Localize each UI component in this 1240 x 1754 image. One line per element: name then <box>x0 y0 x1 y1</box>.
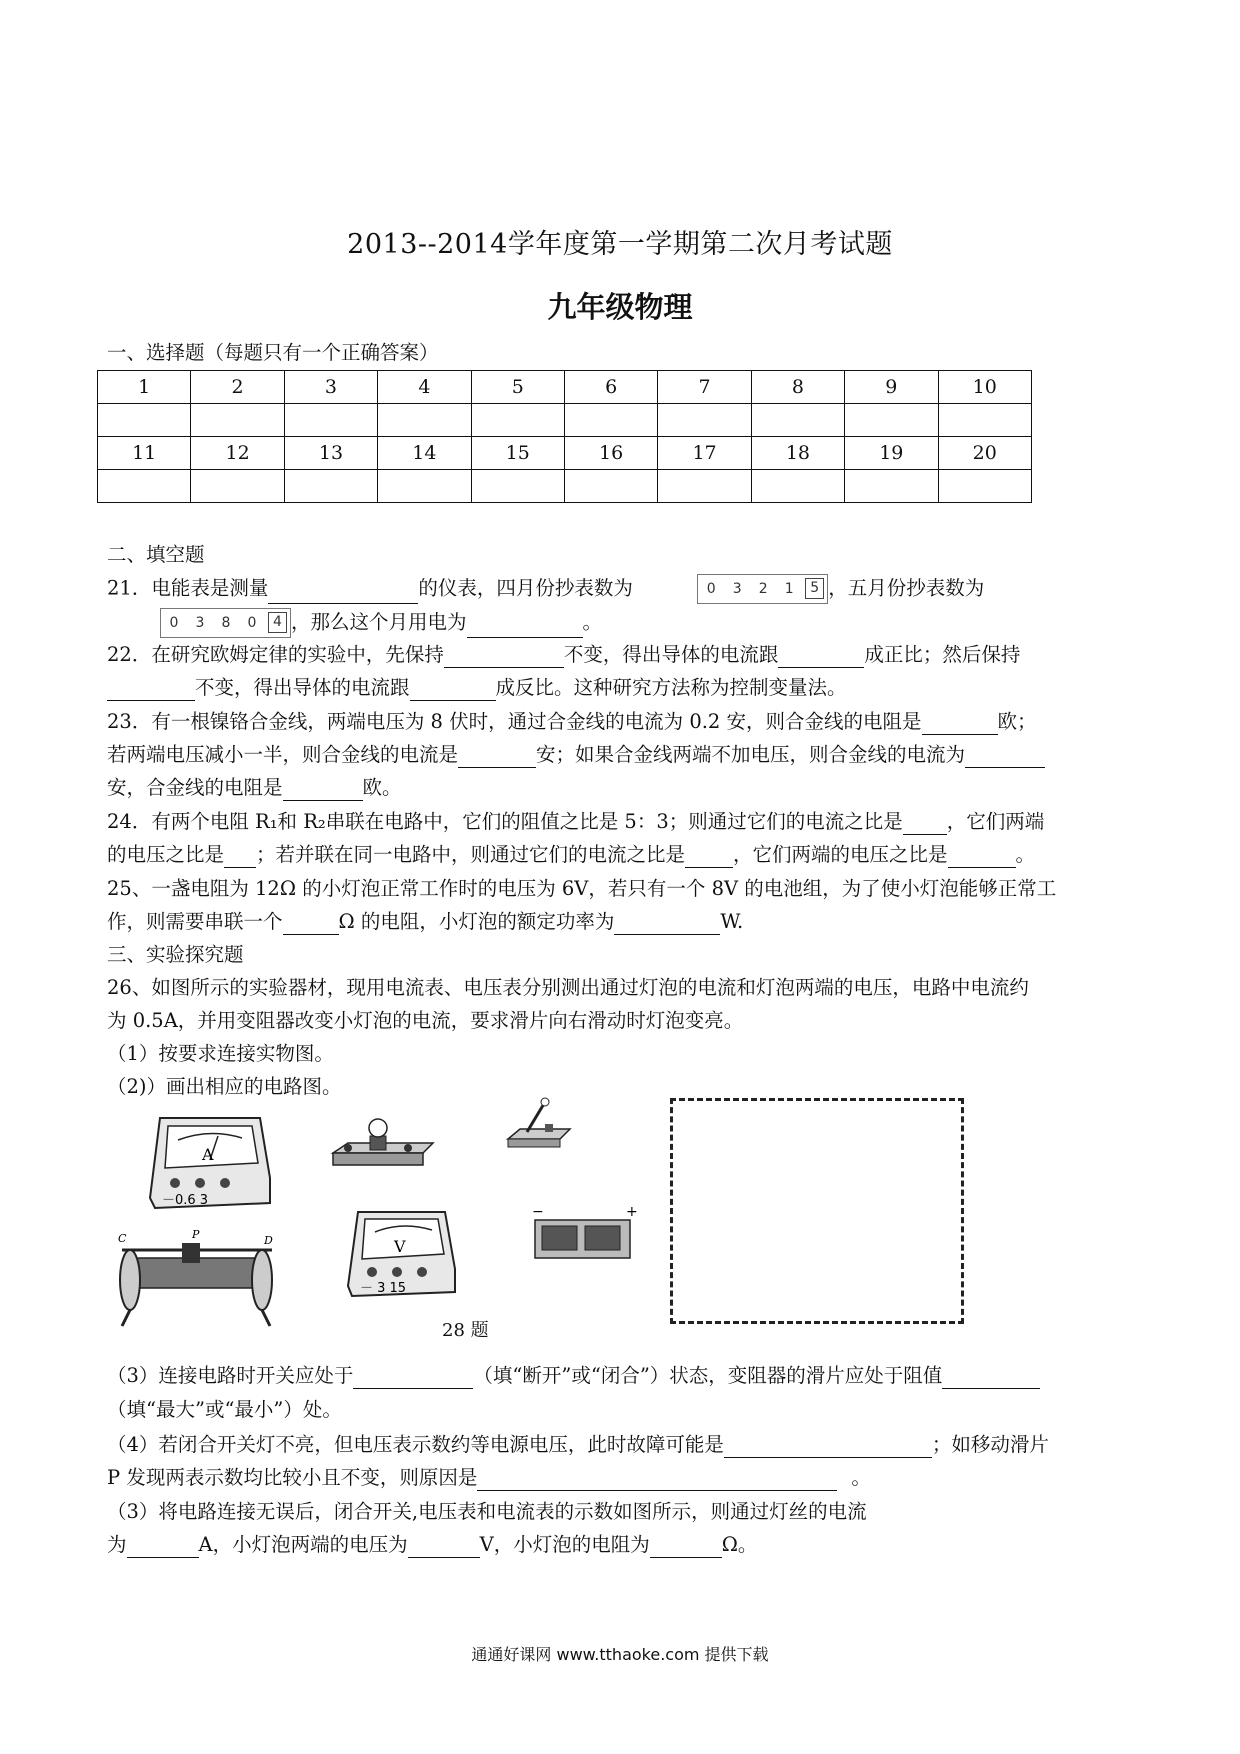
question-number: 2 <box>191 371 284 404</box>
ammeter-letter: A <box>202 1145 214 1164</box>
question-number: 11 <box>98 437 191 470</box>
question-26-line1: 26、如图所示的实验器材，现用电流表、电压表分别测出通过灯泡的电流和灯泡两端的电压，电路中电流约 <box>107 976 1029 999</box>
answer-cell[interactable] <box>378 470 471 503</box>
question-21-line1: 21．电能表是测量 的仪表，四月份抄表数为 0 3 2 1 5 ，五月份抄表数为 <box>107 574 984 604</box>
exam-subtitle: 九年级物理 <box>547 290 693 324</box>
answer-blank[interactable] <box>965 747 1045 768</box>
rheostat-label-d: D <box>264 1234 273 1247</box>
question-25-line1: 25、一盏电阻为 12Ω 的小灯泡正常工作时的电压为 6V，若只有一个 8V 的电池组，为了使小灯泡能够正常工 <box>107 877 1057 900</box>
answer-blank[interactable] <box>614 914 720 935</box>
question-number: 15 <box>471 437 564 470</box>
svg-text:+: + <box>626 1204 638 1220</box>
question-24-line1: 24．有两个电阻 R₁和 R₂串联在电路中，它们的阻值之比是 5：3；则通过它们的电流之比是 ，它们两端 <box>107 810 1045 833</box>
question-26-part5-line2: 为 A，小灯泡两端的电压为 V，小灯泡的电阻为 Ω。 <box>107 1533 758 1556</box>
rheostat-label-p: P <box>192 1228 200 1241</box>
answer-cell[interactable] <box>191 470 284 503</box>
answer-blank[interactable] <box>127 1537 199 1558</box>
question-number: 6 <box>564 371 657 404</box>
answer-table <box>97 370 1032 503</box>
answer-cell[interactable] <box>658 470 751 503</box>
ammeter-figure <box>140 1108 280 1218</box>
question-number: 1 <box>98 371 191 404</box>
answer-cell[interactable] <box>471 470 564 503</box>
answer-blank[interactable] <box>283 780 363 801</box>
answer-blank[interactable] <box>922 714 998 735</box>
question-number: 8 <box>751 371 844 404</box>
question-number: 17 <box>658 437 751 470</box>
answer-blank[interactable] <box>724 1437 932 1458</box>
answer-cell[interactable] <box>845 404 938 437</box>
question-26-part2: （2)）画出相应的电路图。 <box>107 1075 342 1098</box>
question-24-line2: 的电压之比是 ；若并联在同一电路中，则通过它们的电流之比是 ，它们两端的电压之比是 。 <box>107 843 1036 866</box>
question-26-part4-line2: P 发现两表示数均比较小且不变，则原因是 。 <box>107 1466 871 1489</box>
answer-cell[interactable] <box>284 404 377 437</box>
answer-cell[interactable] <box>564 470 657 503</box>
question-26-part1: （1）按要求连接实物图。 <box>107 1042 334 1065</box>
answer-cell[interactable] <box>564 404 657 437</box>
meter-reading-may: 0 3 8 0 4 <box>160 608 291 638</box>
voltmeter-terminals: － 3 15 <box>360 1281 407 1296</box>
question-number: 5 <box>471 371 564 404</box>
question-number: 7 <box>658 371 751 404</box>
answer-table-row <box>98 437 1032 470</box>
question-number: 9 <box>845 371 938 404</box>
question-number: 18 <box>751 437 844 470</box>
answer-blank[interactable] <box>410 680 496 701</box>
answer-blank-row <box>98 404 1032 437</box>
answer-cell[interactable] <box>938 470 1031 503</box>
question-23-line1: 23．有一根镍铬合金线，两端电压为 8 伏时，通过合金线的电流为 0.2 安，则合金线的电阻是 欧； <box>107 710 1037 733</box>
exam-title: 2013--2014学年度第一学期第二次月考试题 <box>347 229 893 260</box>
answer-cell[interactable] <box>845 470 938 503</box>
question-number: 13 <box>284 437 377 470</box>
figure-caption: 28 题 <box>442 1320 489 1341</box>
rheostat-figure <box>112 1228 282 1338</box>
answer-blank[interactable] <box>224 847 256 868</box>
switch-figure <box>505 1094 575 1154</box>
question-23-line3: 安，合金线的电阻是 欧。 <box>107 776 402 799</box>
answer-blank[interactable] <box>268 583 418 604</box>
question-number: 10 <box>938 371 1031 404</box>
answer-cell[interactable] <box>471 404 564 437</box>
question-number: 16 <box>564 437 657 470</box>
lamp-figure <box>328 1118 438 1178</box>
question-26-part4-line1: （4）若闭合开关灯不亮，但电压表示数约等电源电压，此时故障可能是 ；如移动滑片 <box>107 1433 1049 1456</box>
answer-blank-row <box>98 470 1032 503</box>
answer-blank[interactable] <box>778 647 864 668</box>
answer-blank[interactable] <box>353 1368 473 1389</box>
answer-blank[interactable] <box>444 647 564 668</box>
question-21-line2: 0 3 8 0 4 ，那么这个月用电为 。 <box>160 608 602 638</box>
answer-blank[interactable] <box>458 747 536 768</box>
svg-text:−: − <box>532 1204 544 1220</box>
section3-heading: 三、实验探究题 <box>107 943 244 966</box>
question-number: 12 <box>191 437 284 470</box>
question-26-part3-line1: （3）连接电路时开关应处于 （填“断开”或“闭合”）状态，变阻器的滑片应处于阻值 <box>107 1363 1040 1389</box>
answer-cell[interactable] <box>378 404 471 437</box>
question-number: 3 <box>284 371 377 404</box>
answer-blank[interactable] <box>283 914 339 935</box>
question-22-line2: 不变，得出导体的电流跟 成反比。这种研究方法称为控制变量法。 <box>107 675 847 701</box>
answer-cell[interactable] <box>751 470 844 503</box>
answer-cell[interactable] <box>658 404 751 437</box>
question-number: 19 <box>845 437 938 470</box>
rheostat-label-c: C <box>118 1232 127 1245</box>
footer-text: 通通好课网 www.tthaoke.com 提供下载 <box>471 1645 769 1664</box>
question-26-part5-line1: （3）将电路连接无误后，闭合开关,电压表和电流表的示数如图所示，则通过灯丝的电流 <box>107 1500 867 1523</box>
question-number: 14 <box>378 437 471 470</box>
answer-table-row <box>98 371 1032 404</box>
question-number: 20 <box>938 437 1031 470</box>
question-23-line2: 若两端电压减小一半，则合金线的电流是 安；如果合金线两端不加电压，则合金线的电流为 <box>107 742 1045 768</box>
answer-blank[interactable] <box>477 1470 837 1491</box>
answer-blank[interactable] <box>408 1537 480 1558</box>
question-25-line2: 作，则需要串联一个 Ω 的电阻，小灯泡的额定功率为 W. <box>107 910 744 933</box>
section2-heading: 二、填空题 <box>107 543 205 566</box>
circuit-drawing-area[interactable] <box>670 1098 964 1324</box>
answer-blank[interactable] <box>942 1368 1040 1389</box>
answer-cell[interactable] <box>938 404 1031 437</box>
question-number: 4 <box>378 371 471 404</box>
meter-reading-april: 0 3 2 1 5 <box>697 574 828 604</box>
voltmeter-letter: V <box>394 1237 406 1256</box>
answer-cell[interactable] <box>191 404 284 437</box>
question-26-part3-line2: （填“最大”或“最小”）处。 <box>107 1398 342 1421</box>
answer-blank[interactable] <box>467 617 583 638</box>
answer-blank[interactable] <box>903 814 947 835</box>
answer-cell[interactable] <box>98 470 191 503</box>
question-22-line1: 22．在研究欧姆定律的实验中，先保持 不变，得出导体的电流跟 成正比；然后保持 <box>107 643 1021 666</box>
answer-blank[interactable] <box>948 847 1016 868</box>
battery-figure <box>530 1202 640 1267</box>
answer-blank[interactable] <box>107 680 195 701</box>
answer-cell[interactable] <box>284 470 377 503</box>
answer-cell[interactable] <box>751 404 844 437</box>
ammeter-terminals: －0.6 3 <box>162 1193 209 1208</box>
voltmeter-figure <box>340 1204 460 1304</box>
answer-blank[interactable] <box>650 1537 722 1558</box>
answer-cell[interactable] <box>98 404 191 437</box>
section1-heading: 一、选择题（每题只有一个正确答案） <box>107 341 439 364</box>
answer-blank[interactable] <box>685 847 733 868</box>
question-26-line2: 为 0.5A，并用变阻器改变小灯泡的电流，要求滑片向右滑动时灯泡变亮。 <box>107 1009 744 1032</box>
